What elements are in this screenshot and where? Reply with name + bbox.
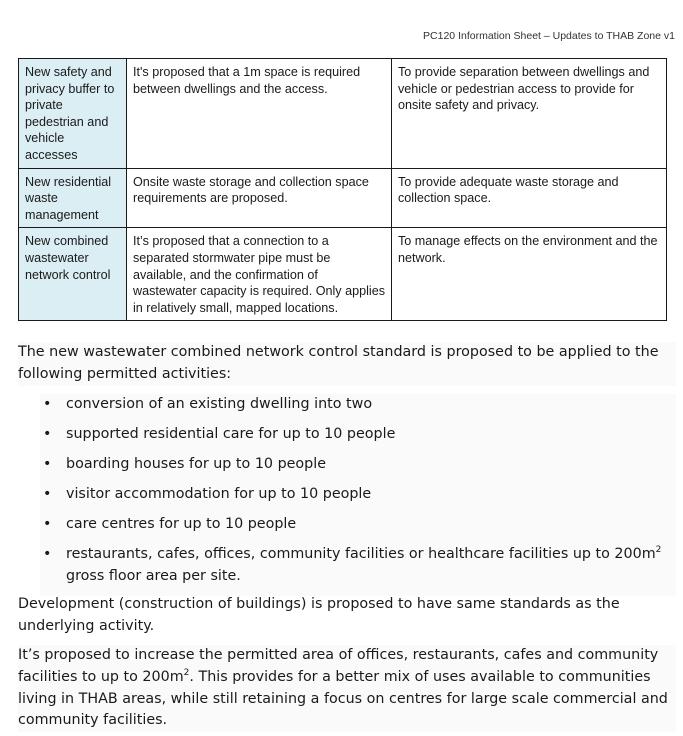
list-item-text: care centres for up to 10 people: [66, 515, 297, 532]
list-item-text: [66, 546, 661, 584]
bullet-icon: •: [43, 485, 52, 502]
bullet-icon: •: [43, 455, 52, 472]
bullet-icon: •: [43, 425, 52, 442]
paragraph-text-end: . This provides for a better mix of uses available to communities living in THAB areas, while still retaining a focus on centres for large scale commercial and community facilities.: [18, 668, 668, 729]
proposal-cell: It’s proposed that a connection to a separated stormwater pipe must be available, and the confirmation of wastewater capacity is required. Only applies in relatively small, mapped locations.: [127, 228, 392, 321]
proposal-cell: It's proposed that a 1m space is required between dwellings and the access.: [127, 59, 392, 169]
list-item-text-start: restaurants, cafes, offices, community facilities or healthcare facilities up to 200m: [66, 545, 656, 562]
list-item-text: visitor accommodation for up to 10 people: [66, 485, 372, 502]
table-row: [19, 228, 667, 321]
reason-cell: To provide separation between dwellings and vehicle or pedestrian access to provide for onsite safety and privacy.: [392, 59, 667, 169]
permitted-activities-list: [40, 394, 676, 596]
list-item: [40, 484, 676, 506]
list-item: [40, 424, 676, 446]
list-item: [40, 454, 676, 476]
development-paragraph: Development (construction of buildings) is proposed to have same standards as the underlying activity.: [18, 596, 620, 634]
bullet-icon: •: [43, 396, 52, 412]
list-item: [40, 514, 676, 536]
bullet-icon: •: [43, 545, 52, 562]
table-row: [19, 59, 667, 169]
list-item: [40, 544, 676, 588]
proposal-cell: Onsite waste storage and collection space requirements are proposed.: [127, 168, 392, 228]
superscript: 2: [183, 668, 190, 679]
topic-cell: New safety and privacy buffer to private pedestrian and vehicle accesses: [19, 59, 127, 169]
paragraph-text-start: It’s proposed to increase the permitted area of offices, restaurants, cafes and community facilities to up to 200m: [18, 647, 659, 685]
bullet-icon: •: [43, 515, 52, 532]
permitted-area-paragraph: [18, 645, 676, 732]
list-item: [40, 394, 676, 416]
topic-cell: New residential waste management: [19, 168, 127, 228]
table-row: [19, 168, 667, 228]
list-item-text: boarding houses for up to 10 people: [66, 455, 327, 472]
topic-cell: New combined wastewater network control: [19, 228, 127, 321]
page-header: PC120 Information Sheet – Updates to THAB Zone v1: [423, 30, 675, 42]
list-item-text: conversion of an existing dwelling into two: [66, 396, 373, 412]
reason-cell: To manage effects on the environment and the network.: [392, 228, 667, 321]
reason-cell: To provide adequate waste storage and collection space.: [392, 168, 667, 228]
list-item-text-end: gross floor area per site.: [66, 567, 241, 584]
list-item-text: supported residential care for up to 10 people: [66, 425, 396, 442]
superscript: 2: [655, 545, 662, 556]
intro-paragraph: The new wastewater combined network control standard is proposed to be applied to the following permitted activities:: [18, 342, 676, 386]
changes-table: [18, 58, 667, 321]
